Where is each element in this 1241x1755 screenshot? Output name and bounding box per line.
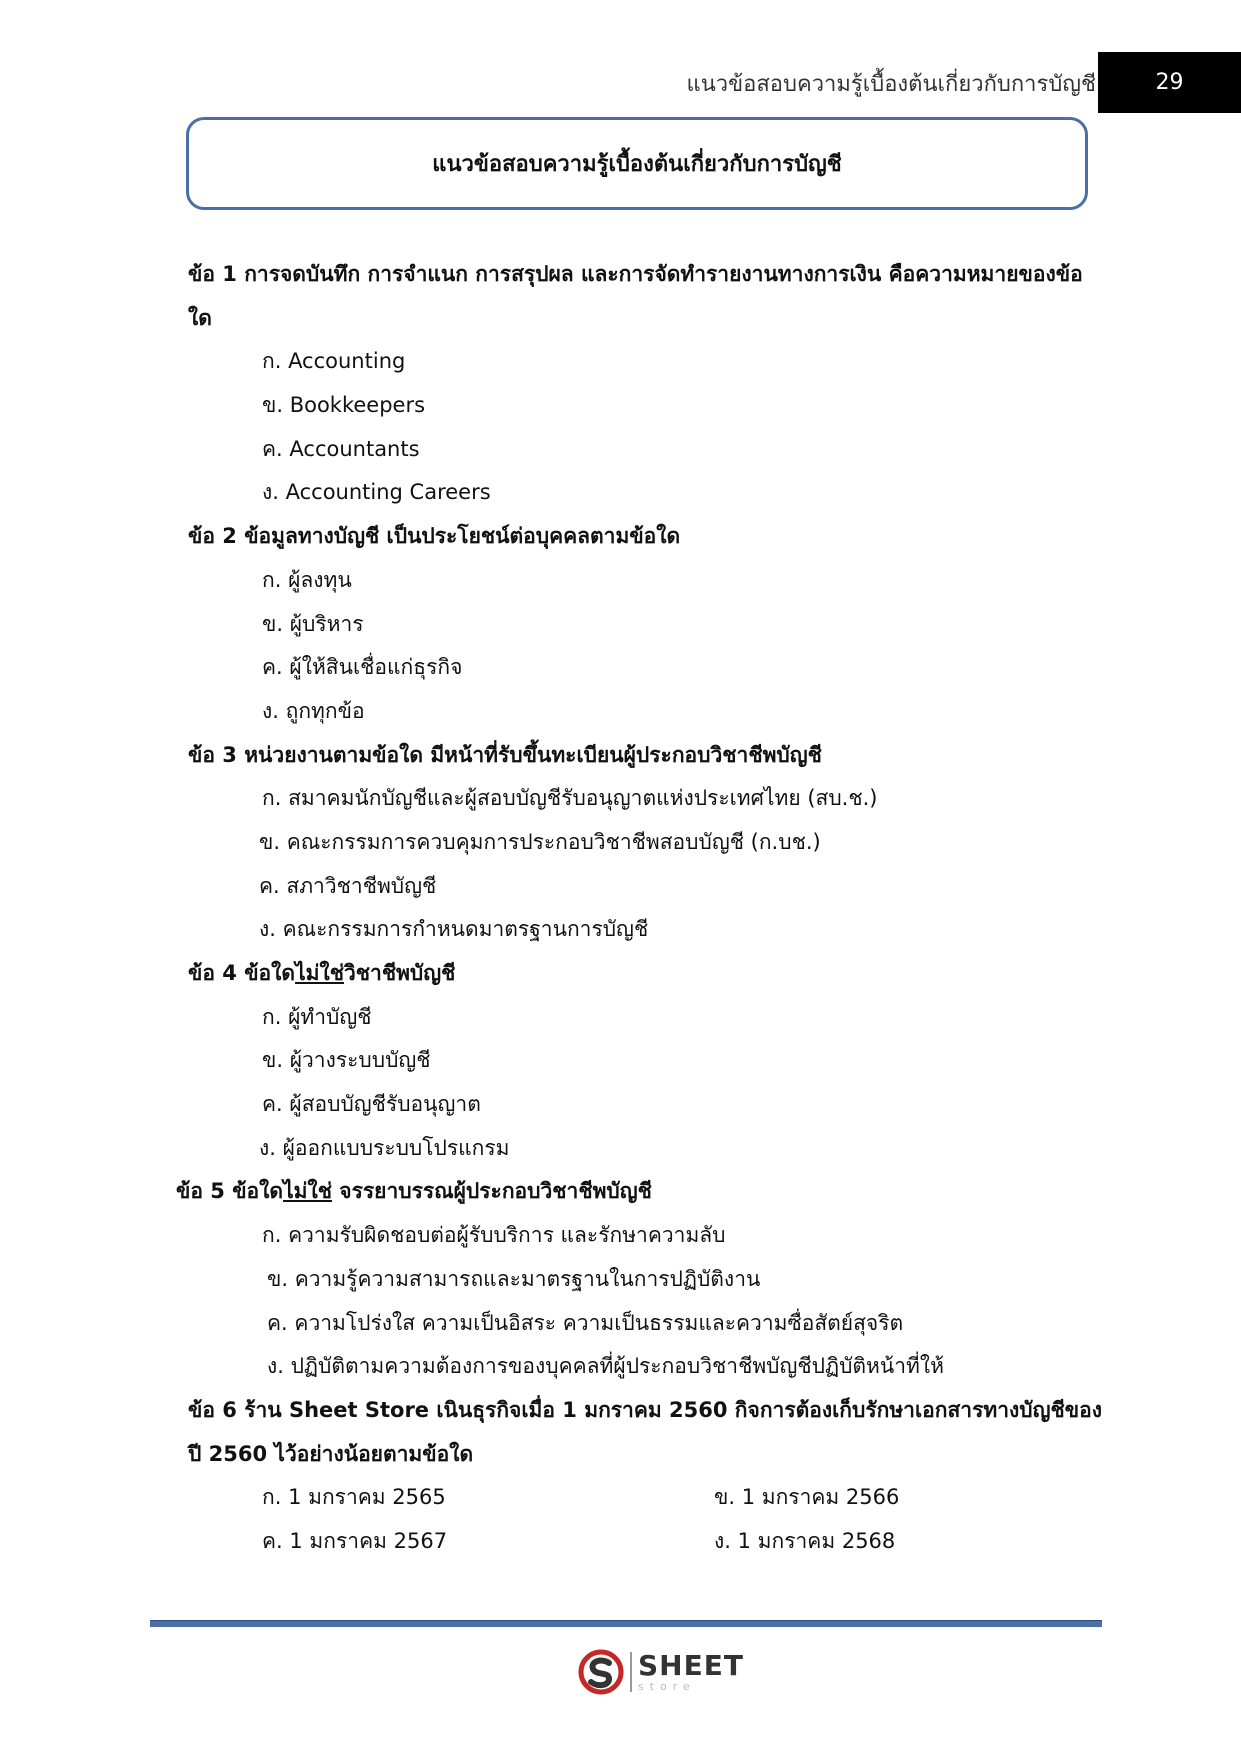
question-4-emphasis: ไม่ใช่ bbox=[295, 961, 344, 985]
question-4-text bbox=[0, 952, 1241, 996]
question-3-text: ข้อ 3 หน่วยงานตามข้อใด มีหน้าที่รับขึ้นทะเบียนผู้ประกอบวิชาชีพบัญชี bbox=[188, 742, 822, 767]
question-5-text bbox=[0, 1170, 1241, 1214]
question-1-choice-d: ง. Accounting Careers bbox=[262, 480, 491, 505]
question-6-text: ข้อ 6 ร้าน Sheet Store เนินธุรกิจเมื่อ 1 มกราคม 2560 กิจการต้องเก็บรักษาเอกสารทางบัญชีของ bbox=[188, 1397, 1102, 1422]
sheet-store-logo bbox=[578, 1648, 744, 1696]
question-1-choice-b: ข. Bookkeepers bbox=[262, 393, 426, 418]
question-1-text-continued: ใด bbox=[188, 305, 212, 330]
question-5-choice-d: ง. ปฏิบัติตามความต้องการของบุคคลที่ผู้ประกอบวิชาชีพบัญชีปฏิบัติหน้าที่ให้ bbox=[267, 1354, 944, 1379]
question-list bbox=[0, 253, 1241, 1564]
question-6-choices-row-1 bbox=[0, 1476, 1241, 1520]
question-4-prefix: ข้อ 4 ข้อใด bbox=[188, 961, 296, 985]
question-4-choice-c: ค. ผู้สอบบัญชีรับอนุญาต bbox=[262, 1092, 481, 1117]
question-3-choice-d: ง. คณะกรรมการกำหนดมาตรฐานการบัญชี bbox=[259, 917, 649, 942]
section-title: แนวข้อสอบความรู้เบื้องต้นเกี่ยวกับการบัญชี bbox=[432, 152, 842, 177]
question-4-choice-d: ง. ผู้ออกแบบระบบโปรแกรม bbox=[259, 1135, 510, 1160]
question-6-text-continued: ปี 2560 ไว้อย่างน้อยตามข้อใด bbox=[188, 1441, 474, 1466]
question-5-suffix: จรรยาบรรณผู้ประกอบวิชาชีพบัญชี bbox=[331, 1179, 652, 1204]
question-5-emphasis: ไม่ใช่ bbox=[283, 1179, 332, 1204]
question-6-choice-a: ก. 1 มกราคม 2565 bbox=[262, 1485, 446, 1510]
section-title-box bbox=[186, 117, 1088, 210]
question-1-choice-a: ก. Accounting bbox=[262, 349, 406, 374]
running-header-title: แนวข้อสอบความรู้เบื้องต้นเกี่ยวกับการบัญชี bbox=[686, 72, 1096, 97]
question-6-choices-row-2 bbox=[0, 1520, 1241, 1564]
question-5-prefix: ข้อ 5 ข้อใด bbox=[176, 1179, 284, 1204]
question-5-choice-a: ก. ความรับผิดชอบต่อผู้รับบริการ และรักษาความลับ bbox=[262, 1223, 726, 1248]
question-4-suffix: วิชาชีพบัญชี bbox=[343, 961, 456, 985]
question-4-choice-a: ก. ผู้ทำบัญชี bbox=[262, 1004, 372, 1029]
logo-sub-text: store bbox=[638, 1680, 696, 1693]
question-2-choice-b: ข. ผู้บริหาร bbox=[262, 611, 364, 636]
question-2-choice-a: ก. ผู้ลงทุน bbox=[262, 567, 352, 592]
question-5-choice-c: ค. ความโปร่งใส ความเป็นอิสระ ความเป็นธรรมและความซื่อสัตย์สุจริต bbox=[267, 1310, 904, 1335]
question-6-choice-b: ข. 1 มกราคม 2566 bbox=[714, 1485, 900, 1510]
logo-text bbox=[638, 1649, 744, 1693]
question-4-choice-b: ข. ผู้วางระบบบัญชี bbox=[262, 1048, 431, 1073]
footer-rule bbox=[150, 1620, 1102, 1627]
question-5-choice-b: ข. ความรู้ความสามารถและมาตรฐานในการปฏิบัติงาน bbox=[267, 1266, 761, 1291]
question-3-choice-a: ก. สมาคมนักบัญชีและผู้สอบบัญชีรับอนุญาตแห่งประเทศไทย (สบ.ช.) bbox=[262, 786, 878, 811]
question-2-choice-d: ง. ถูกทุกข้อ bbox=[262, 698, 365, 723]
logo-separator bbox=[630, 1652, 632, 1692]
question-2-choice-c: ค. ผู้ให้สินเชื่อแก่ธุรกิจ bbox=[262, 655, 463, 680]
question-2-text: ข้อ 2 ข้อมูลทางบัญชี เป็นประโยชน์ต่อบุคคลตามข้อใด bbox=[188, 524, 681, 549]
question-6-choice-c: ค. 1 มกราคม 2567 bbox=[262, 1528, 448, 1553]
question-1-text: ข้อ 1 การจดบันทึก การจำแนก การสรุปผล และการจัดทำรายงานทางการเงิน คือความหมายของข้อ bbox=[188, 262, 1083, 286]
question-3-choice-c: ค. สภาวิชาชีพบัญชี bbox=[259, 873, 437, 898]
page-number: 29 bbox=[1098, 52, 1241, 113]
question-1-choice-c: ค. Accountants bbox=[262, 436, 420, 461]
logo-main-text: SHEET bbox=[638, 1649, 744, 1682]
sheet-store-logo-icon bbox=[578, 1649, 624, 1695]
question-3-choice-b: ข. คณะกรรมการควบคุมการประกอบวิชาชีพสอบบัญชี (ก.บช.) bbox=[259, 829, 821, 854]
question-6-choice-d: ง. 1 มกราคม 2568 bbox=[714, 1528, 896, 1553]
